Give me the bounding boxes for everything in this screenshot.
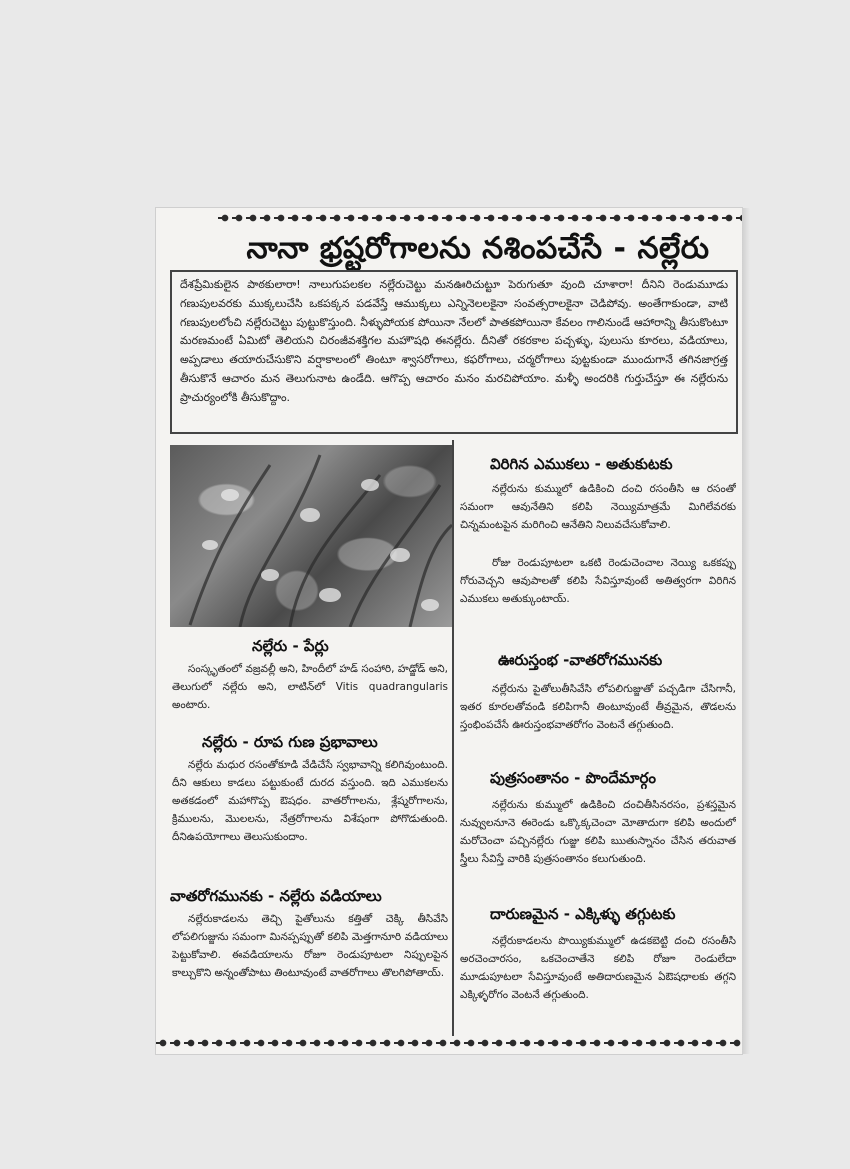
section-title-putra-santhanam: పుత్రసంతానం - పొందేమార్గం [490,769,656,787]
page-edge-shadow [742,208,750,1054]
intro-box: దేశప్రేమికులైన పాఠకులారా! నాలుగుపలకల నల్లేరుచెట్టు మనఊరిచుట్టూ పెరుగుతూ వుంది చూశారా! దీనిని రెండుమూడు గణుపులవరకు ముక్కలుచేసి ఒకపక్కన పడవేస్తే ఆముక్కలు ఎన్నినెలలకైనా సంవత్సరాలకైనా చెడిపోవు. అంతేగాకుండా, వాటి గణుపులలోంచి నల్లేరుచెట్టు పుట్టుకొస్తుంది. నీళ్ళుపోయక పోయినా నేలలో పాతకపోయినా కేవలం గాలినుండే ఆహారాన్ని తీసుకొంటూ మరణమంటే ఏమిటో తెలియని చిరంజీవశక్తిగల మహౌషధి ఈనల్లేరు. దీనితో రకరకాల పచ్చళ్ళు, పులుసు కూరలు, వడియాలు, అప్పడాలు తయారుచేసుకొని వర్షాకాలంలో తింటూ శ్వాసరోగాలు, కఫరోగాలు, చర్మరోగాలు పుట్టకుండా ముందుగానే తగినజాగ్రత్త తీసుకొనే ఆచారం మన తెలుగునాట ఉండేది. ఆగొప్ప ఆచారం మనం మరచిపోయాం. మళ్ళీ అందరికి గుర్తుచేస్తూ ఈ నల్లేరును ప్రాచుర్యంలోకి తీసుకొద్దాం. [170,270,738,434]
section-body-broken-bones: నల్లేరును కుమ్ములో ఉడికించి దంచి రసంతీసి ఆ రసంతో సమంగా ఆవునేతిని కలిపి నెయ్యిమాత్రమే మిగిలేవరకు చిన్నమంటపైన మరిగించి ఆనేతిని నిలువచేసుకోవాలి. [460,483,736,531]
column-divider [452,440,454,1036]
section-title-urustambha: ఊరుస్తంభ -వాతరోగమునకు [498,651,663,669]
section-body-hiccups: నల్లేరుకాడలను పొయ్యికుమ్ములో ఉడకబెట్టి దంచి రసంతీసి అరచెంచారసం, ఒకచెంచాతేనె కలిపి రోజూ రెండులేదా మూడుపూటలా సేవిస్తూవుంటే అతిదారుణమైన ఏఔషధాలకు తగ్గని ఎక్కిళ్ళరోగం వెంటనే తగ్గుతుంది. [460,935,736,1001]
section-title-broken-bones: విరిగిన ఎముకలు - అతుకుటకు [490,455,673,473]
section-title-hiccups: దారుణమైన - ఎక్కిళ్ళు తగ్గుటకు [490,905,676,923]
section-title-names: నల్లేరు - పేర్లు [252,637,329,655]
section-title-properties: నల్లేరు - రూప గుణ ప్రభావాలు [202,733,378,751]
section-body-urustambha: నల్లేరును పైతోలుతీసివేసి లోపలిగుజ్జుతో పచ్చడిగా చేసిగానీ, ఇతర కూరలతోవండి కలిపిగానీ తింటూవుంటే తీవ్రమైన, తొడలను స్తంభింపచేసే ఊరుస్తంభవాతరోగం వెంటనే తగ్గుతుంది. [460,683,736,731]
decorative-border-bottom [156,1036,742,1050]
section-body-names: సంస్కృతంలో వజ్రవల్లీ అని, హిందీలో హడ్ సంహారి, హడ్జోడ్ అని, తెలుగులో నల్లేరు అని, లాటిన్‌లో Vitis quadrangularis అంటారు. [172,663,448,711]
section-title-vata-vadiyalu: వాతరోగమునకు - నల్లేరు వడియాలు [170,887,382,905]
section-body-putra-santhanam: నల్లేరును కుమ్ములో ఉడికించి దంచితీసినరసం, ప్రశస్తమైన నువ్వులనూనె ఈరెండు ఒక్కొక్కచెంచా మోతాదుగా కలిపి అందులో మరోచెంచా పచ్చినల్లేరు గుజ్జు కలిపి ఋతుస్నానం చేసిన తరువాత స్త్రీలు సేవిస్తే వారికి పుత్రసంతానం కలుగుతుంది. [460,799,736,865]
section-body-properties: నల్లేరు మధుర రసంతోకూడి వేడిచేసే స్వభావాన్ని కలిగివుంటుంది. దీని ఆకులు కాడలు పట్టుకుంటే దురద వస్తుంది. ఇది ఎముకలను అతకడంలో మహాగొప్ప ఔషధం. వాతరోగాలను, శ్లేష్మరోగాలను, క్రిములను, మొలలను, నేత్రరోగాలను విశేషంగా పోగొడుతుంది. దీనిఉపయోగాలు తెలుసుకుందాం. [172,759,448,843]
newspaper-clipping [156,208,742,1054]
section-body-vata-vadiyalu: నల్లేరుకాడలను తెచ్చి పైతోలును కత్తితో చెక్కి తీసివేసి లోపలిగుజ్జును సమంగా మినప్పప్పుతో కలిపి మెత్తగానూరి వడియాలు పెట్టుకోవాలి. ఈవడియాలను రోజూ రెండుపూటలా నిప్పులపైన కాల్చుకొని అన్నంతోపాటు తింటూవుంటే వాతరోగాలు తొలగిపోతాయ్. [172,913,448,979]
plant-photo [170,445,452,627]
section-body-broken-bones-2: రోజు రెండుపూటలా ఒకటి రెండుచెంచాల నెయ్యి ఒకకప్పు గోరువెచ్చని ఆవుపాలతో కలిపి సేవిస్తూవుంటే అతిత్వరగా విరిగిన ఎముకలు అతుక్కుంటాయ్. [460,557,736,605]
headline: నానా భ్రష్టరోగాలను నశింపచేసే - నల్లేరు [246,231,710,266]
decorative-border-top [218,211,742,225]
